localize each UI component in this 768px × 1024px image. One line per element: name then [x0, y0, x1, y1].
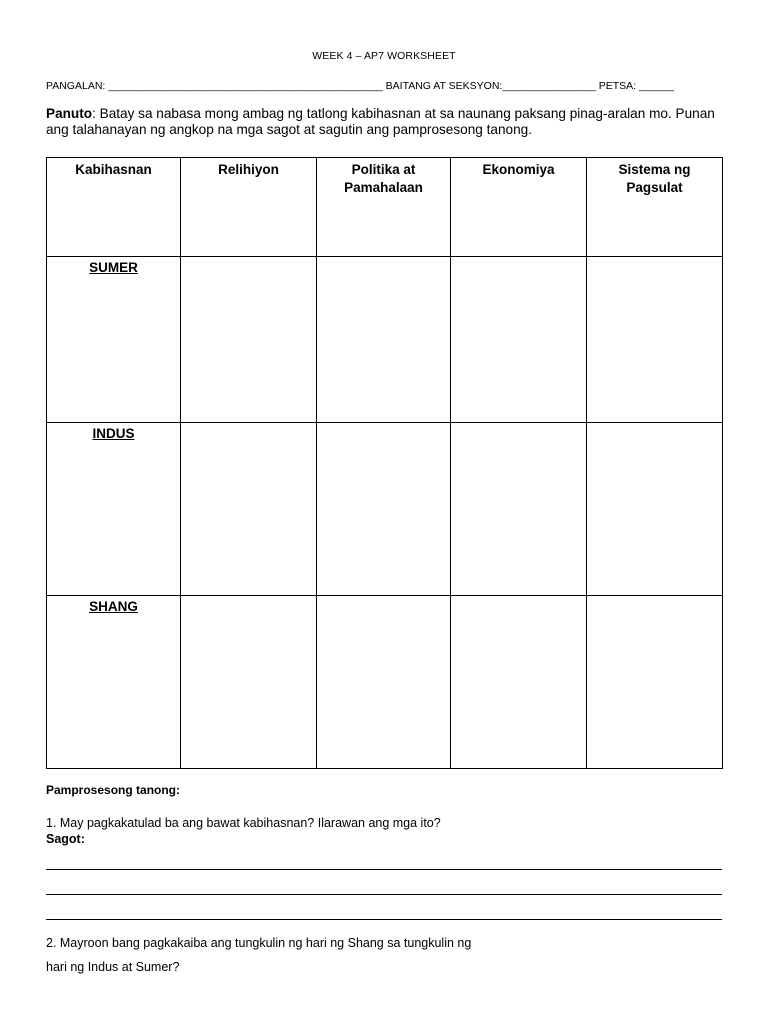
answer-cell[interactable]: [317, 596, 451, 769]
grade-section-label: BAITANG AT SEKSYON:: [385, 80, 503, 92]
question-2-line-1: 2. Mayroon bang pagkakaiba ang tungkulin ng hari ng Shang sa tungkulin ng: [46, 936, 472, 950]
table-row: [47, 596, 723, 769]
header-ekonomiya: Ekonomiya: [451, 158, 587, 257]
date-label: PETSA:: [598, 80, 637, 92]
answer-cell[interactable]: [181, 596, 317, 769]
table-header-row: [47, 158, 723, 257]
directions: [46, 106, 726, 138]
civilization-table: [46, 157, 723, 769]
answer-line[interactable]: [46, 894, 722, 895]
answer-line[interactable]: [46, 919, 722, 920]
question-2-line-2: hari ng Indus at Sumer?: [46, 960, 180, 974]
table-row: [47, 257, 723, 423]
name-blank[interactable]: _______________________________________________: [108, 80, 383, 92]
student-info-line: [46, 80, 726, 92]
answer-cell[interactable]: [587, 596, 723, 769]
questions-heading: Pamprosesong tanong:: [46, 783, 181, 797]
date-blank[interactable]: ______: [638, 80, 675, 92]
question-2: [46, 931, 646, 979]
header-politika: Politika at Pamahalaan: [317, 158, 451, 257]
answer-cell[interactable]: [317, 257, 451, 423]
answer-cell[interactable]: [451, 423, 587, 596]
header-sistema: Sistema ng Pagsulat: [587, 158, 723, 257]
header-relihiyon: Relihiyon: [181, 158, 317, 257]
header-kabihasnan: Kabihasnan: [47, 158, 181, 257]
answer-cell[interactable]: [181, 423, 317, 596]
answer-line[interactable]: [46, 869, 722, 870]
row-label-sumer: SUMER: [47, 257, 181, 423]
question-1: 1. May pagkakatulad ba ang bawat kabihasnan? Ilarawan ang mga ito?: [46, 816, 441, 830]
directions-label: Panuto: [46, 106, 93, 121]
grade-section-blank[interactable]: ________________: [502, 80, 596, 92]
answer-cell[interactable]: [587, 423, 723, 596]
row-label-indus: INDUS: [47, 423, 181, 596]
table-row: [47, 423, 723, 596]
answer-cell[interactable]: [451, 257, 587, 423]
row-label-shang: SHANG: [47, 596, 181, 769]
answer-cell[interactable]: [587, 257, 723, 423]
answer-label: Sagot:: [46, 832, 85, 846]
answer-cell[interactable]: [181, 257, 317, 423]
answer-cell[interactable]: [317, 423, 451, 596]
directions-text: : Batay sa nabasa mong ambag ng tatlong kabihasnan at sa naunang paksang pinag-aralan mo. Punan ang talahanayan ng angkop na mga sagot at sagutin ang pamprosesong tanong.: [46, 106, 715, 137]
answer-cell[interactable]: [451, 596, 587, 769]
worksheet-title: WEEK 4 – AP7 WORKSHEET: [312, 50, 456, 62]
name-label: PANGALAN:: [46, 80, 106, 92]
